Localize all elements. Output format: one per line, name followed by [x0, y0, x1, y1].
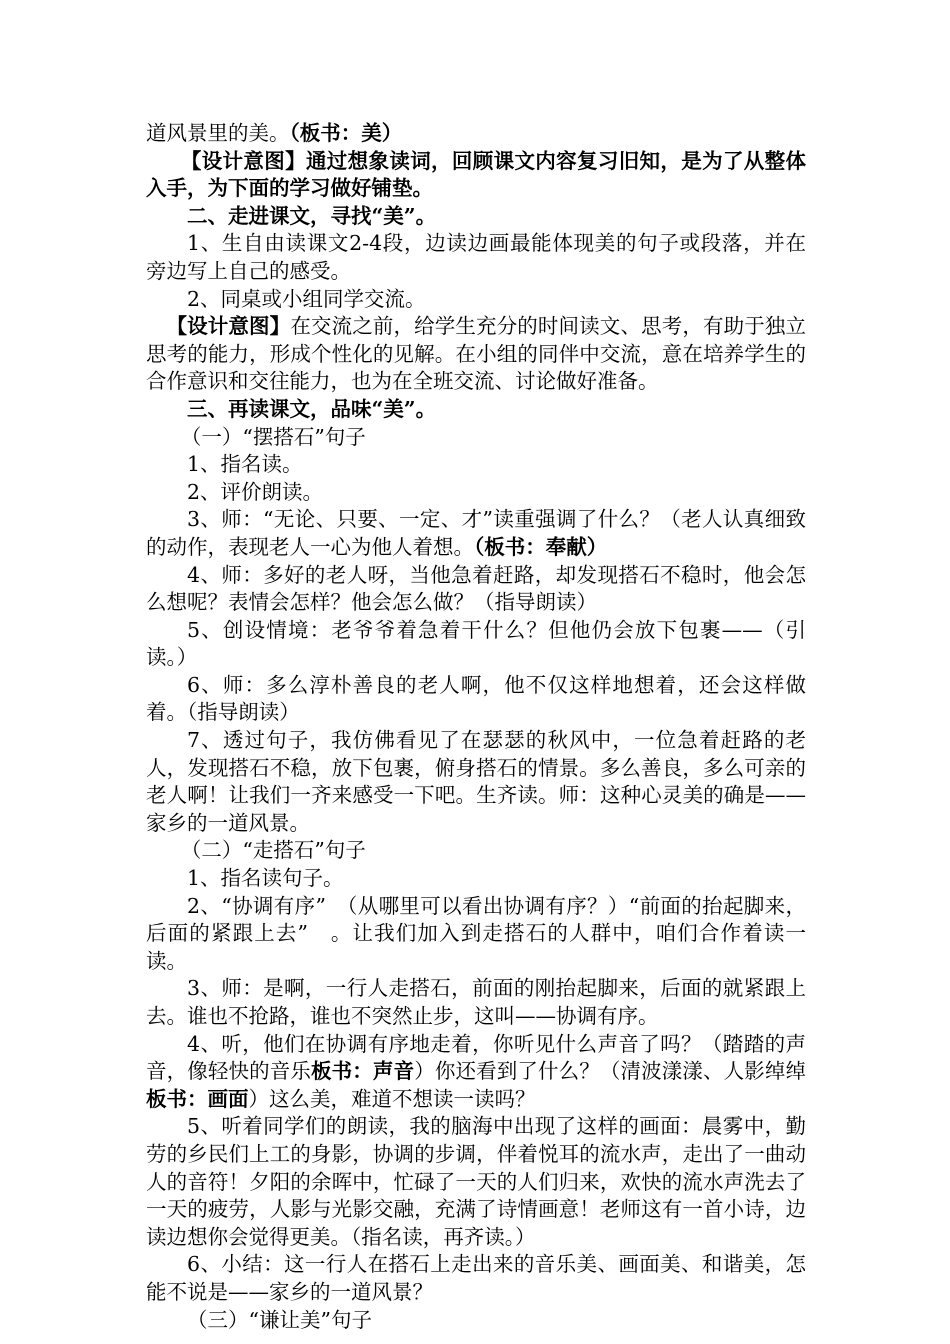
- text: 2、同桌或小组同学交流。: [187, 286, 426, 311]
- step-paragraph: [146, 975, 806, 1030]
- text: 4、师：多好的老人呀，当他急着赶路，却发现搭石不稳时，他会怎么想呢？表情会怎样？他会怎么做？（指导朗读）: [146, 562, 806, 615]
- text: 6、师：多么淳朴善良的老人啊，他不仅这样地想着，还会这样做着。（指导朗读）: [146, 672, 806, 725]
- step-paragraph: [146, 672, 806, 727]
- text: 1、指名读。: [187, 452, 303, 477]
- step-paragraph: [146, 230, 806, 285]
- step-paragraph: [146, 1113, 806, 1251]
- intent-label: 【设计意图】: [166, 314, 291, 339]
- text: 1、生自由读课文2-4段，边读边画最能体现美的句子或段落，并在旁边写上自己的感受。: [146, 231, 806, 283]
- step-paragraph: [146, 562, 806, 617]
- board-note: （板书：美）: [289, 121, 403, 145]
- step-paragraph: [146, 865, 806, 893]
- section-heading-2: [146, 203, 806, 231]
- text: 2、评价朗读。: [187, 479, 324, 504]
- text: （三）“谦让美”句子: [187, 1307, 372, 1332]
- subsection-heading: [146, 1307, 806, 1335]
- board-note: 板书：画面: [146, 1086, 249, 1111]
- step-paragraph: [146, 617, 806, 672]
- text: 4、听，他们在协调有序地走着，你听见什么声音了吗？（踏踏的声音，像轻快的音乐: [146, 1031, 806, 1084]
- step-paragraph: [146, 451, 806, 479]
- step-paragraph: [146, 727, 806, 837]
- step-paragraph: [146, 1251, 806, 1306]
- step-paragraph: [146, 286, 806, 314]
- text: 5、听着同学们的朗读，我的脑海中出现了这样的画面：晨雾中，勤劳的乡民们上工的身影，协调的步调，伴着悦耳的流水声，走出了一曲动人的音符！夕阳的余晖中，忙碌了一天的人们归来，欢快的流水声洗去了一天的疲劳，人影与光影交融，充满了诗情画意！老师这有一首小诗，边读边想你会觉得更美。（指名读，再齐读。）: [146, 1114, 806, 1249]
- step-paragraph: [146, 1031, 806, 1114]
- text: 5、创设情境：老爷爷着急着干什么？但他仍会放下包裹——（引读。）: [146, 617, 806, 670]
- step-paragraph: [146, 479, 806, 507]
- subsection-heading: [146, 424, 806, 452]
- text: 道风景里的美。: [146, 121, 290, 145]
- board-note: 板书：声音: [311, 1059, 415, 1084]
- subsection-heading: [146, 837, 806, 865]
- step-paragraph: [146, 893, 806, 976]
- text: 【设计意图】通过想象读词，回顾课文内容复习旧知，是为了从整体入手，为下面的学习做好铺垫。: [146, 148, 806, 201]
- paragraph-continuation: [146, 120, 806, 148]
- text: ）你还看到了什么？（清波漾漾、人影绰绰: [414, 1059, 807, 1084]
- design-intent-1: [146, 148, 806, 203]
- section-heading-3: [146, 396, 806, 424]
- text: （二）“走搭石”句子: [180, 838, 366, 863]
- text: 7、透过句子，我仿佛看见了在瑟瑟的秋风中，一位急着赶路的老人，发现搭石不稳，放下包裹，俯身搭石的情景。多么善良，多么可亲的老人啊！让我们一齐来感受一下吧。生齐读。师：这种心灵美的确是——家乡的一道风景。: [146, 728, 806, 835]
- text: 在交流之前，给学生充分的时间读文、思考，有助于独立思考的能力，形成个性化的见解。在小组的同伴中交流，意在培养学生的合作意识和交往能力，也为在全班交流、讨论做好准备。: [146, 314, 807, 394]
- design-intent-2: [146, 313, 806, 396]
- text: 3、师：是啊，一行人走搭石，前面的刚抬起脚来，后面的就紧跟上去。谁也不抢路，谁也不突然止步，这叫——协调有序。: [146, 976, 806, 1028]
- text: ）这么美，难道不想读一读吗？: [248, 1086, 536, 1111]
- text: 2、“协调有序” （从哪里可以看出协调有序？）“前面的抬起脚来，后面的紧跟上去” 。让我们加入到走搭石的人群中，咱们合作着读一读。: [146, 893, 806, 973]
- board-note: （板书：奉献）: [474, 534, 608, 559]
- text: 3、师：“无论、只要、一定、才”读重强调了什么？（老人认真细致的动作，表现老人一心为他人着想。: [146, 507, 806, 559]
- text: 1、指名读句子。: [187, 866, 344, 891]
- heading-text: 二、走进课文，寻找“美”。: [187, 203, 437, 228]
- text: 6、小结：这一行人在搭石上走出来的音乐美、画面美、和谐美，怎能不说是——家乡的一道风景？: [146, 1252, 806, 1304]
- heading-text: 三、再读课文，品味“美”。: [187, 396, 437, 421]
- step-paragraph: [146, 506, 806, 561]
- text: （一）“摆搭石”句子: [180, 424, 366, 449]
